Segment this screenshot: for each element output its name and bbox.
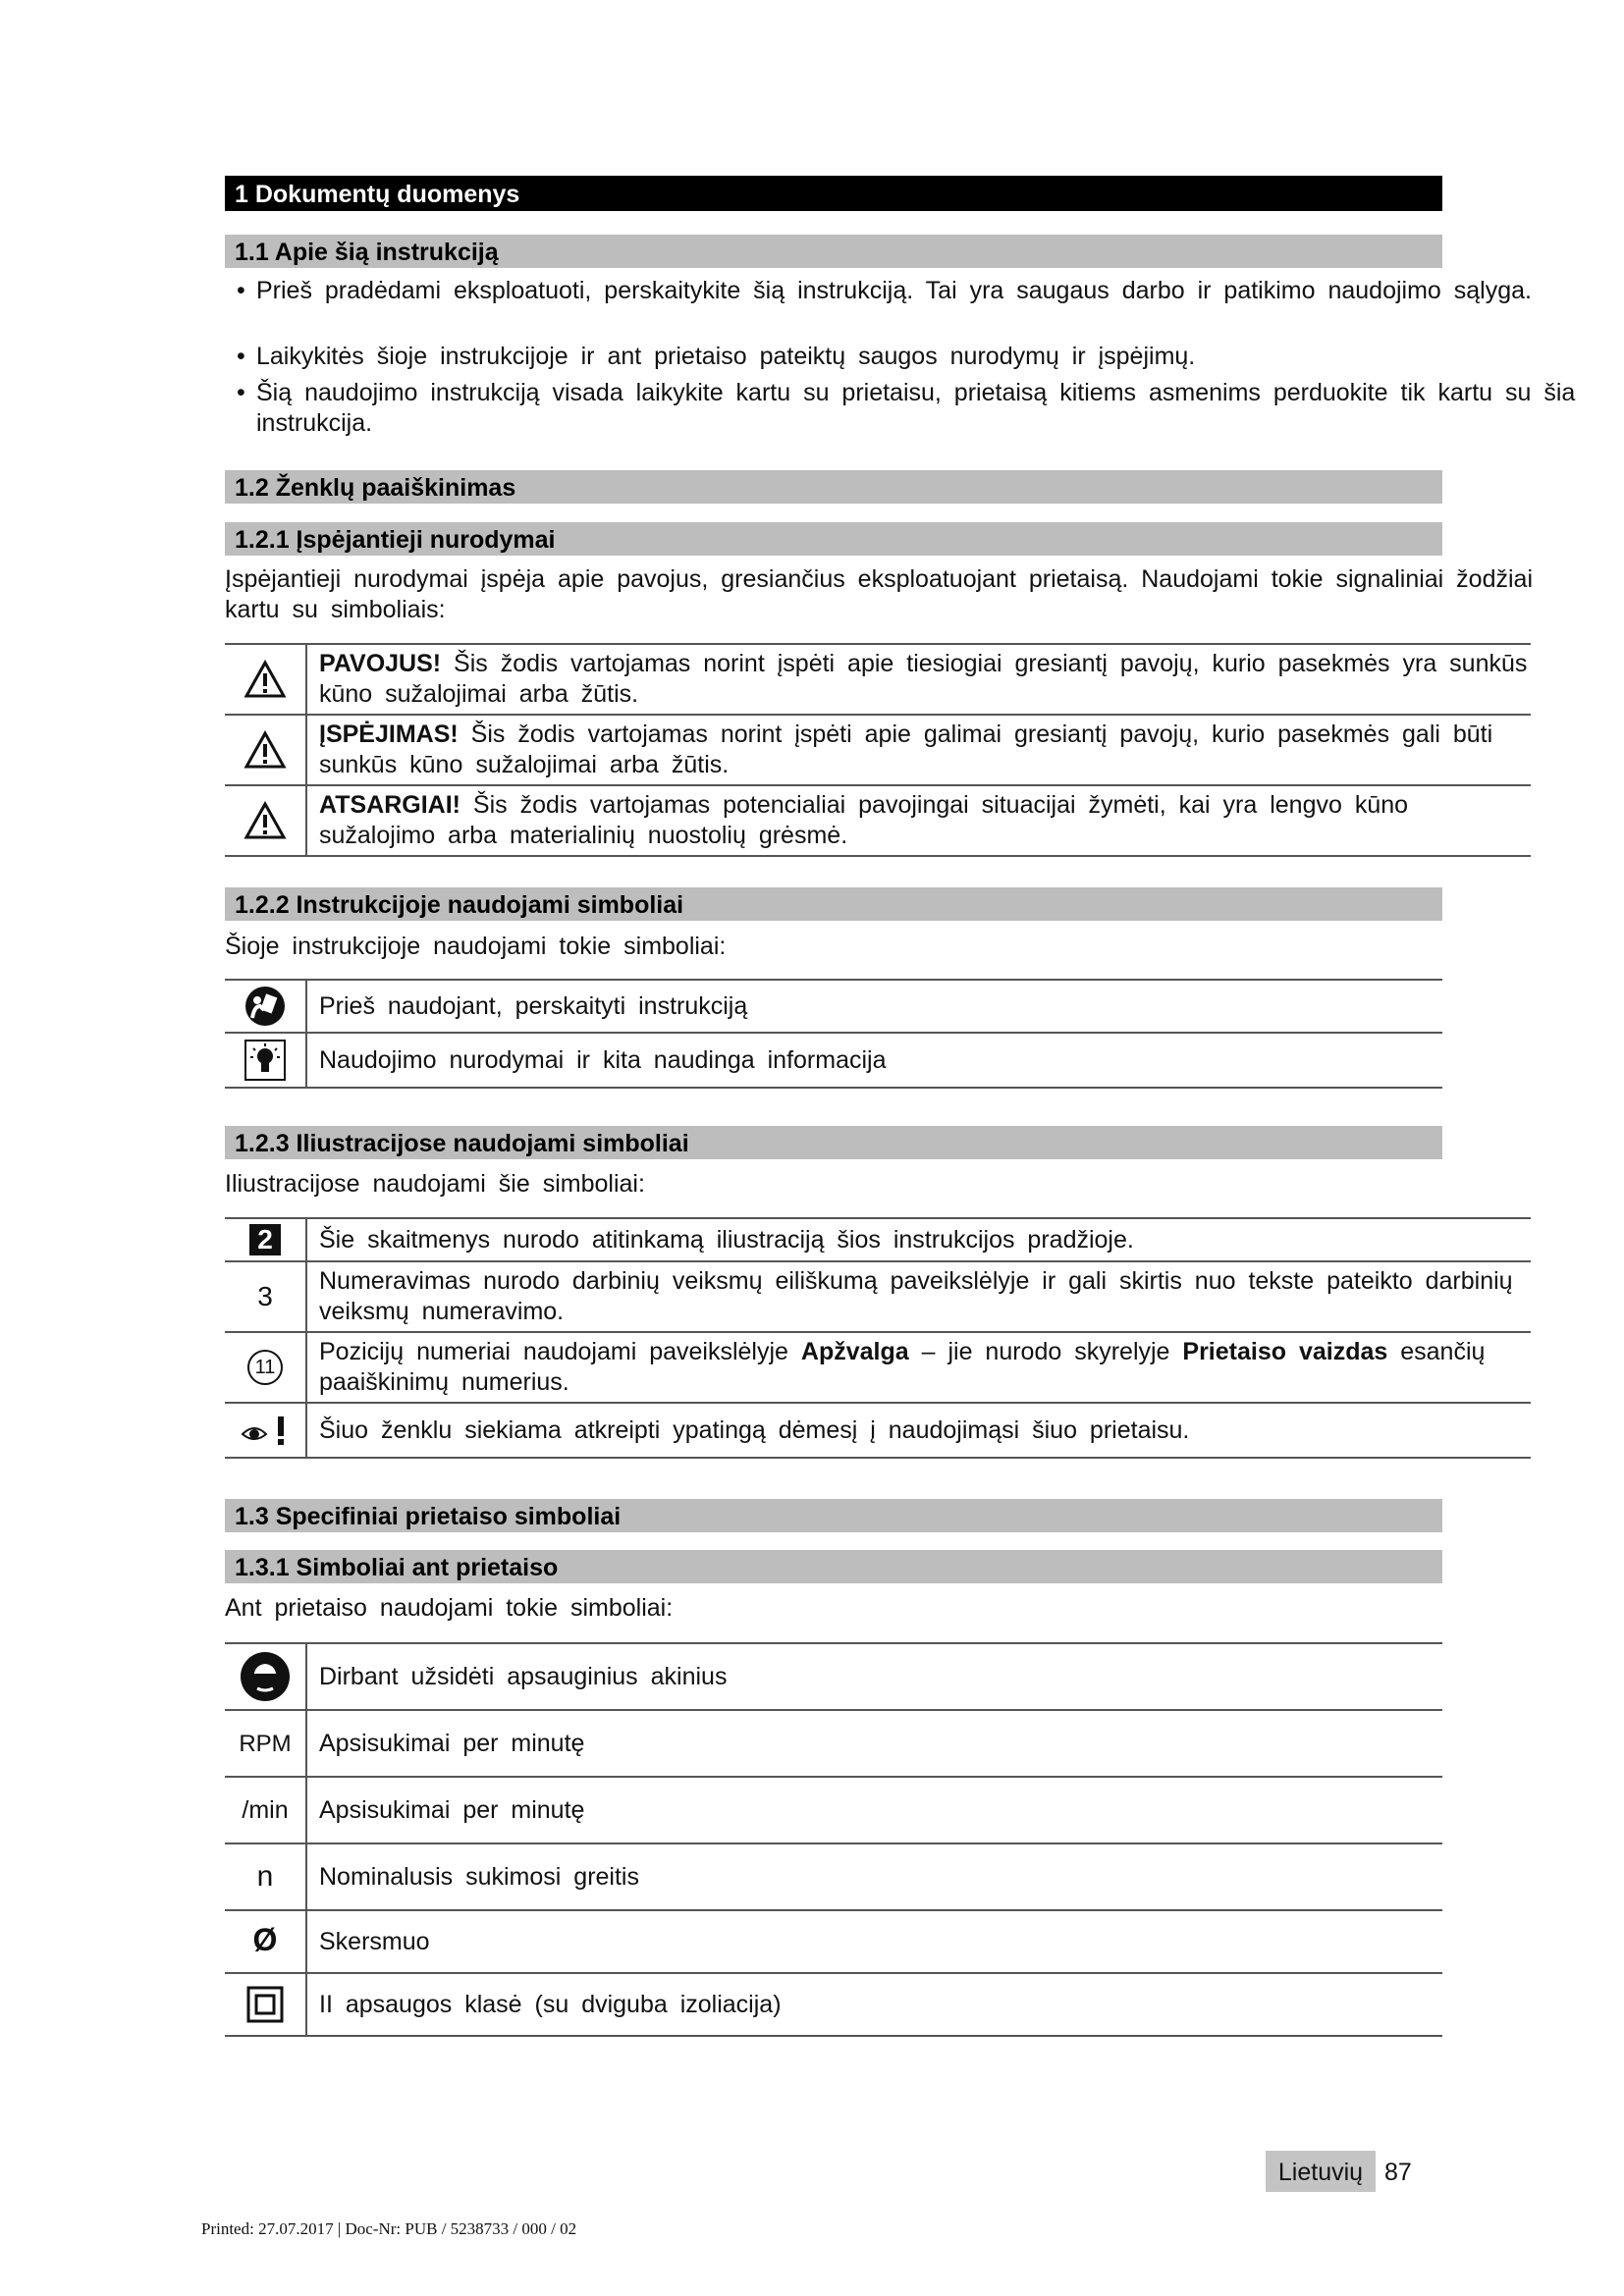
table-row — [225, 1843, 1442, 1910]
signal-description: Šis žodis vartojamas potencialiai pavojingai situacijai žymėti, kai yra lengvo kūno sužalojimo arba materialinių nuostolių grėsmė. — [319, 791, 1409, 849]
read-manual-icon — [225, 980, 306, 1033]
symbol-description: Nominalusis sukimosi greitis — [306, 1843, 1442, 1910]
per-min-icon: /min — [225, 1777, 306, 1843]
table-row — [225, 715, 1531, 785]
symbol-description: Skersmuo — [306, 1910, 1442, 1973]
table-row — [225, 980, 1442, 1033]
bullet-item: • Šią naudojimo instrukciją visada laikykite kartu su prietaisu, prietaisą kitiems asmenims perduokite tik kartu su šia instrukcija. — [225, 378, 1580, 439]
device-symbols-table — [225, 1642, 1442, 2037]
double-insulation-icon — [225, 1973, 306, 2036]
signal-word: ATSARGIAI! — [319, 791, 460, 819]
section-1-3-1-heading: 1.3.1 Simboliai ant prietaiso — [225, 1550, 1442, 1583]
table-row — [225, 1218, 1531, 1261]
print-info: Printed: 27.07.2017 | Doc-Nr: PUB / 5238733 / 000 / 02 — [201, 2219, 577, 2238]
symbol-description: Apsisukimai per minutę — [306, 1710, 1442, 1777]
illustration-symbols-table — [225, 1217, 1531, 1459]
section-1-2-1-intro: Įspėjantieji nurodymai įspėja apie pavojus, gresiančius eksploatuojant prietaisą. Naudojami tokie signaliniai žodžiai kartu su simboliais: — [225, 565, 1534, 623]
figure-number-icon: 2 — [225, 1218, 306, 1261]
table-row — [225, 1332, 1531, 1403]
table-row — [225, 1403, 1531, 1458]
page-number: 87 — [1384, 2159, 1412, 2186]
diameter-icon: Ø — [225, 1910, 306, 1973]
table-row — [225, 1261, 1531, 1332]
language-label: Lietuvių — [1266, 2151, 1376, 2192]
section-1-3-heading: 1.3 Specifiniai prietaiso simboliai — [225, 1499, 1442, 1532]
symbol-description: Šiuo ženklu siekiama atkreipti ypatingą dėmesį į naudojimąsi šiuo prietaisu. — [306, 1403, 1531, 1458]
table-row — [225, 785, 1531, 856]
warning-triangle-icon — [225, 644, 306, 715]
symbol-description: Numeravimas nurodo darbinių veiksmų eiliškumą paveikslėlyje ir gali skirtis nuo tekste pateikto darbinių veiksmų numeravimo. — [306, 1261, 1531, 1332]
symbol-description: Apsisukimai per minutę — [306, 1777, 1442, 1843]
bullet-item: • Prieš pradėdami eksploatuoti, perskaitykite šią instrukciją. Tai yra saugaus darbo ir patikimo naudojimo sąlyga. — [225, 276, 1580, 306]
section-1-heading: 1 Dokumentų duomenys — [225, 176, 1442, 211]
symbol-description: Dirbant užsidėti apsauginius akinius — [306, 1643, 1442, 1710]
n-icon: n — [225, 1843, 306, 1910]
symbol-description: Šie skaitmenys nurodo atitinkamą iliustraciją šios instrukcijos pradžioje. — [306, 1218, 1531, 1261]
table-row — [225, 1033, 1442, 1088]
symbol-description: Prieš naudojant, perskaityti instrukciją — [306, 980, 1442, 1033]
signal-word: ĮSPĖJIMAS! — [319, 721, 459, 748]
section-1-1-heading: 1.1 Apie šią instrukciją — [225, 235, 1442, 268]
signal-word: PAVOJUS! — [319, 650, 442, 677]
symbol-description: Naudojimo nurodymai ir kita naudinga informacija — [306, 1033, 1442, 1088]
step-number-icon: 3 — [225, 1261, 306, 1332]
symbol-description: II apsaugos klasė (su dviguba izoliacija) — [306, 1973, 1442, 2036]
table-row — [225, 1777, 1442, 1843]
section-1-3-1-intro: Ant prietaiso naudojami tokie simboliai: — [225, 1594, 674, 1622]
signal-description: Šis žodis vartojamas norint įspėti apie tiesiogiai gresiantį pavojų, kurio pasekmės yra sunkūs kūno sužalojimai arba žūtis. — [319, 650, 1528, 708]
section-1-2-3-heading: 1.2.3 Iliustracijose naudojami simboliai — [225, 1126, 1442, 1159]
table-row — [225, 1710, 1442, 1777]
symbol-description: Pozicijų numeriai naudojami paveikslėlyje Apžvalga – jie nurodo skyrelyje Prietaiso vaizdas esančių paaiškinimų numerius. — [306, 1332, 1531, 1403]
position-number-icon: 11 — [225, 1332, 306, 1403]
section-1-2-2-intro: Šioje instrukcijoje naudojami tokie simboliai: — [225, 933, 727, 960]
signal-description: Šis žodis vartojamas norint įspėti apie galimai gresiantį pavojų, kurio pasekmės gali būti sunkūs kūno sužalojimai arba žūtis. — [319, 721, 1493, 778]
table-row — [225, 644, 1531, 715]
warning-triangle-icon — [225, 785, 306, 856]
attention-eye-icon — [225, 1403, 306, 1458]
info-lightbulb-icon — [225, 1033, 306, 1088]
safety-glasses-icon — [225, 1643, 306, 1710]
rpm-icon: RPM — [225, 1710, 306, 1777]
bullet-item: • Laikykitės šioje instrukcijoje ir ant prietaiso pateiktų saugos nurodymų ir įspėjimų. — [225, 342, 1580, 372]
section-1-2-3-intro: Iliustracijose naudojami šie simboliai: — [225, 1170, 645, 1198]
table-row — [225, 1910, 1442, 1973]
section-1-2-2-heading: 1.2.2 Instrukcijoje naudojami simboliai — [225, 887, 1442, 921]
section-1-2-1-heading: 1.2.1 Įspėjantieji nurodymai — [225, 522, 1442, 556]
table-row — [225, 1643, 1442, 1710]
warning-triangle-icon — [225, 715, 306, 785]
section-1-2-heading: 1.2 Ženklų paaiškinimas — [225, 470, 1442, 504]
table-row — [225, 1973, 1442, 2036]
instruction-symbols-table — [225, 979, 1442, 1089]
warning-table — [225, 643, 1531, 857]
